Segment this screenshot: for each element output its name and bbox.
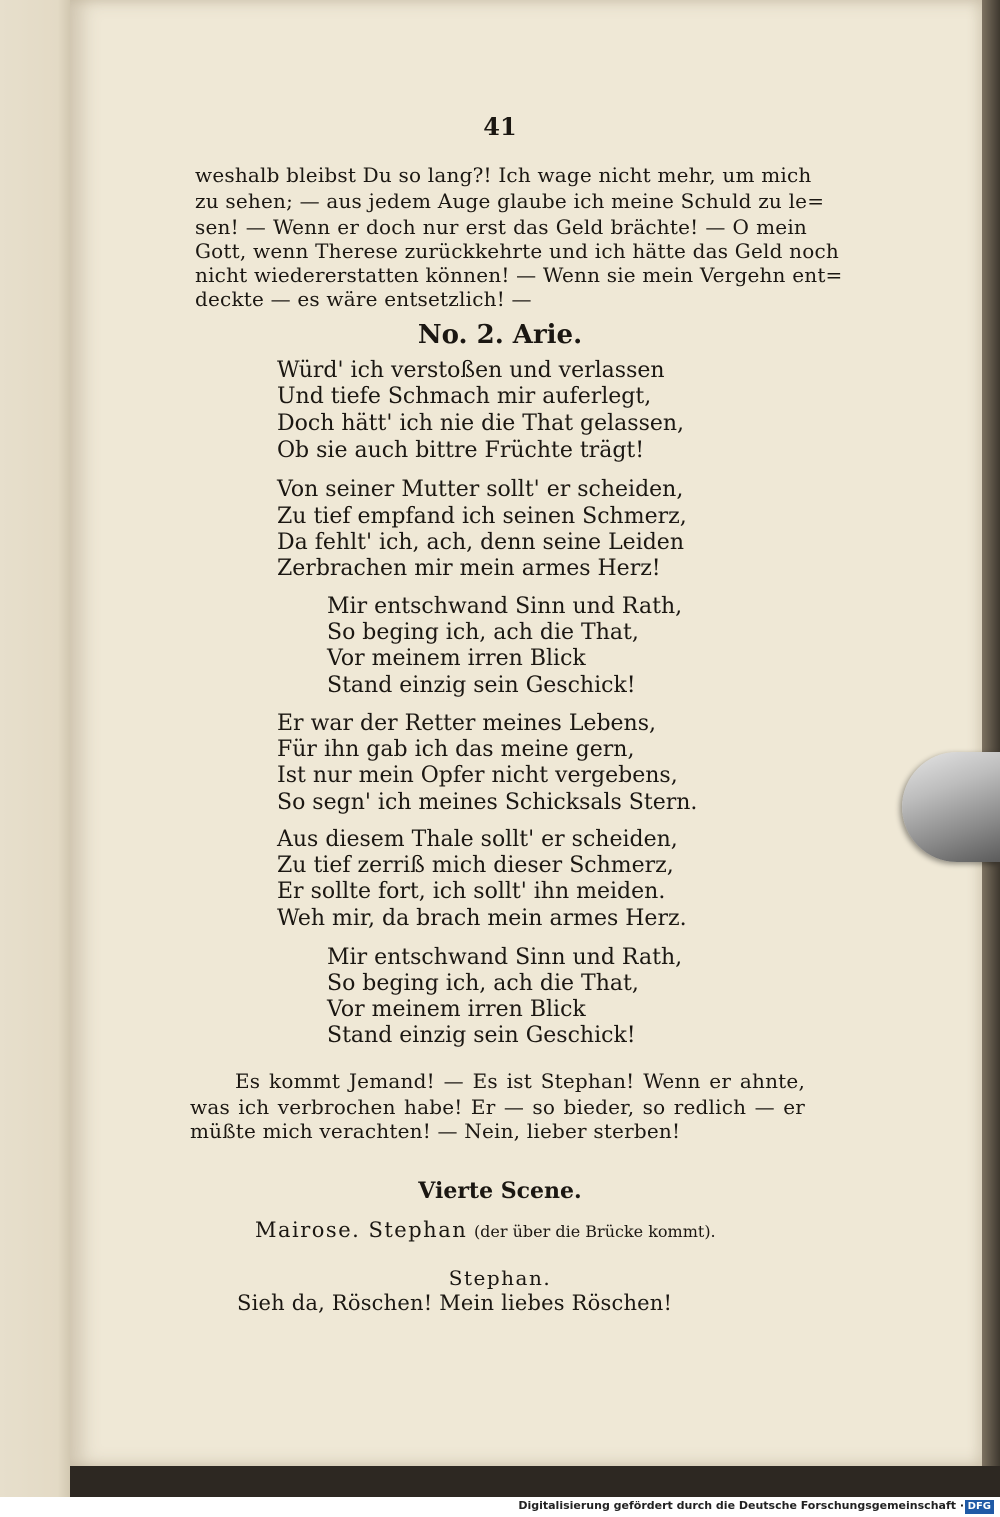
refrain-line: Stand einzig sein Geschick!	[327, 673, 636, 698]
prose-line: zu sehen; — aus jedem Auge glaube ich meine Schuld zu le=	[195, 189, 825, 213]
verse-line: Da fehlt' ich, ach, denn seine Leiden	[277, 530, 684, 555]
page-edge-bottom	[70, 1466, 1000, 1497]
prose-line: sen! — Wenn er doch nur erst das Geld brächte! — O mein	[195, 215, 807, 239]
verse-line: Aus diesem Thale sollt' er scheiden,	[277, 827, 678, 852]
verse-line: Für ihn gab ich das meine gern,	[277, 737, 635, 762]
verse-line: So segn' ich meines Schicksals Stern.	[277, 790, 698, 815]
cast-line	[255, 1218, 716, 1242]
verse-line: Würd' ich verstoßen und verlassen	[277, 358, 665, 383]
verse-line: Zu tief zerriß mich dieser Schmerz,	[277, 853, 674, 878]
scene-title: Vierte Scene.	[418, 1178, 582, 1204]
verse-line: Und tiefe Schmach mir auferlegt,	[277, 384, 652, 409]
verse-line: Weh mir, da brach mein armes Herz.	[277, 906, 687, 931]
prose-line: deckte — es wäre entsetzlich! —	[195, 287, 532, 311]
prose-line: nicht wiedererstatten können! — Wenn sie mein Vergehn ent=	[195, 263, 843, 287]
refrain-line: Vor meinem irren Blick	[327, 646, 586, 671]
prose-line: müßte mich verachten! — Nein, lieber sterben!	[190, 1119, 681, 1143]
stage-direction: (der über die Brücke kommt).	[473, 1222, 716, 1241]
verse-line: Zerbrachen mir mein armes Herz!	[277, 556, 661, 581]
refrain-line: Mir entschwand Sinn und Rath,	[327, 945, 683, 970]
verse-line: Ist nur mein Opfer nicht vergebens,	[277, 763, 678, 788]
prose-line: weshalb bleibst Du so lang?! Ich wage nicht mehr, um mich	[195, 163, 812, 187]
facing-page-edge	[0, 0, 72, 1497]
aria-title: No. 2. Arie.	[417, 320, 583, 350]
dfg-logo: DFG	[965, 1500, 994, 1514]
page-number: 41	[483, 112, 517, 141]
verse-line: Zu tief empfand ich seinen Schmerz,	[277, 504, 687, 529]
verse-line: Er sollte fort, ich sollt' ihn meiden.	[277, 879, 666, 904]
page-edge-shadow	[982, 0, 1000, 1466]
refrain-line: So beging ich, ach die That,	[327, 971, 639, 996]
verse-line: Er war der Retter meines Lebens,	[277, 711, 657, 736]
prose-line: was ich verbrochen habe! Er — so bieder, so redlich — er	[190, 1095, 805, 1119]
verse-line: Ob sie auch bittre Früchte trägt!	[277, 438, 645, 463]
refrain-line: Mir entschwand Sinn und Rath,	[327, 594, 683, 619]
refrain-line: Stand einzig sein Geschick!	[327, 1023, 636, 1048]
prose-line: Es kommt Jemand! — Es ist Stephan! Wenn er ahnte,	[235, 1069, 805, 1093]
refrain-line: So beging ich, ach die That,	[327, 620, 639, 645]
speaker-name: Stephan.	[448, 1266, 552, 1290]
prose-line: Gott, wenn Therese zurückkehrte und ich hätte das Geld noch	[195, 239, 839, 263]
speech-line: Sieh da, Röschen! Mein liebes Röschen!	[237, 1291, 673, 1315]
verse-line: Doch hätt' ich nie die That gelassen,	[277, 411, 685, 436]
verse-line: Von seiner Mutter sollt' er scheiden,	[277, 477, 684, 502]
footer-credit: Digitalisierung gefördert durch die Deutsche Forschungsgemeinschaft ·	[518, 1499, 964, 1512]
footer-bar	[0, 1497, 1000, 1517]
refrain-line: Vor meinem irren Blick	[327, 997, 586, 1022]
cast-names: Mairose. Stephan	[255, 1218, 468, 1242]
